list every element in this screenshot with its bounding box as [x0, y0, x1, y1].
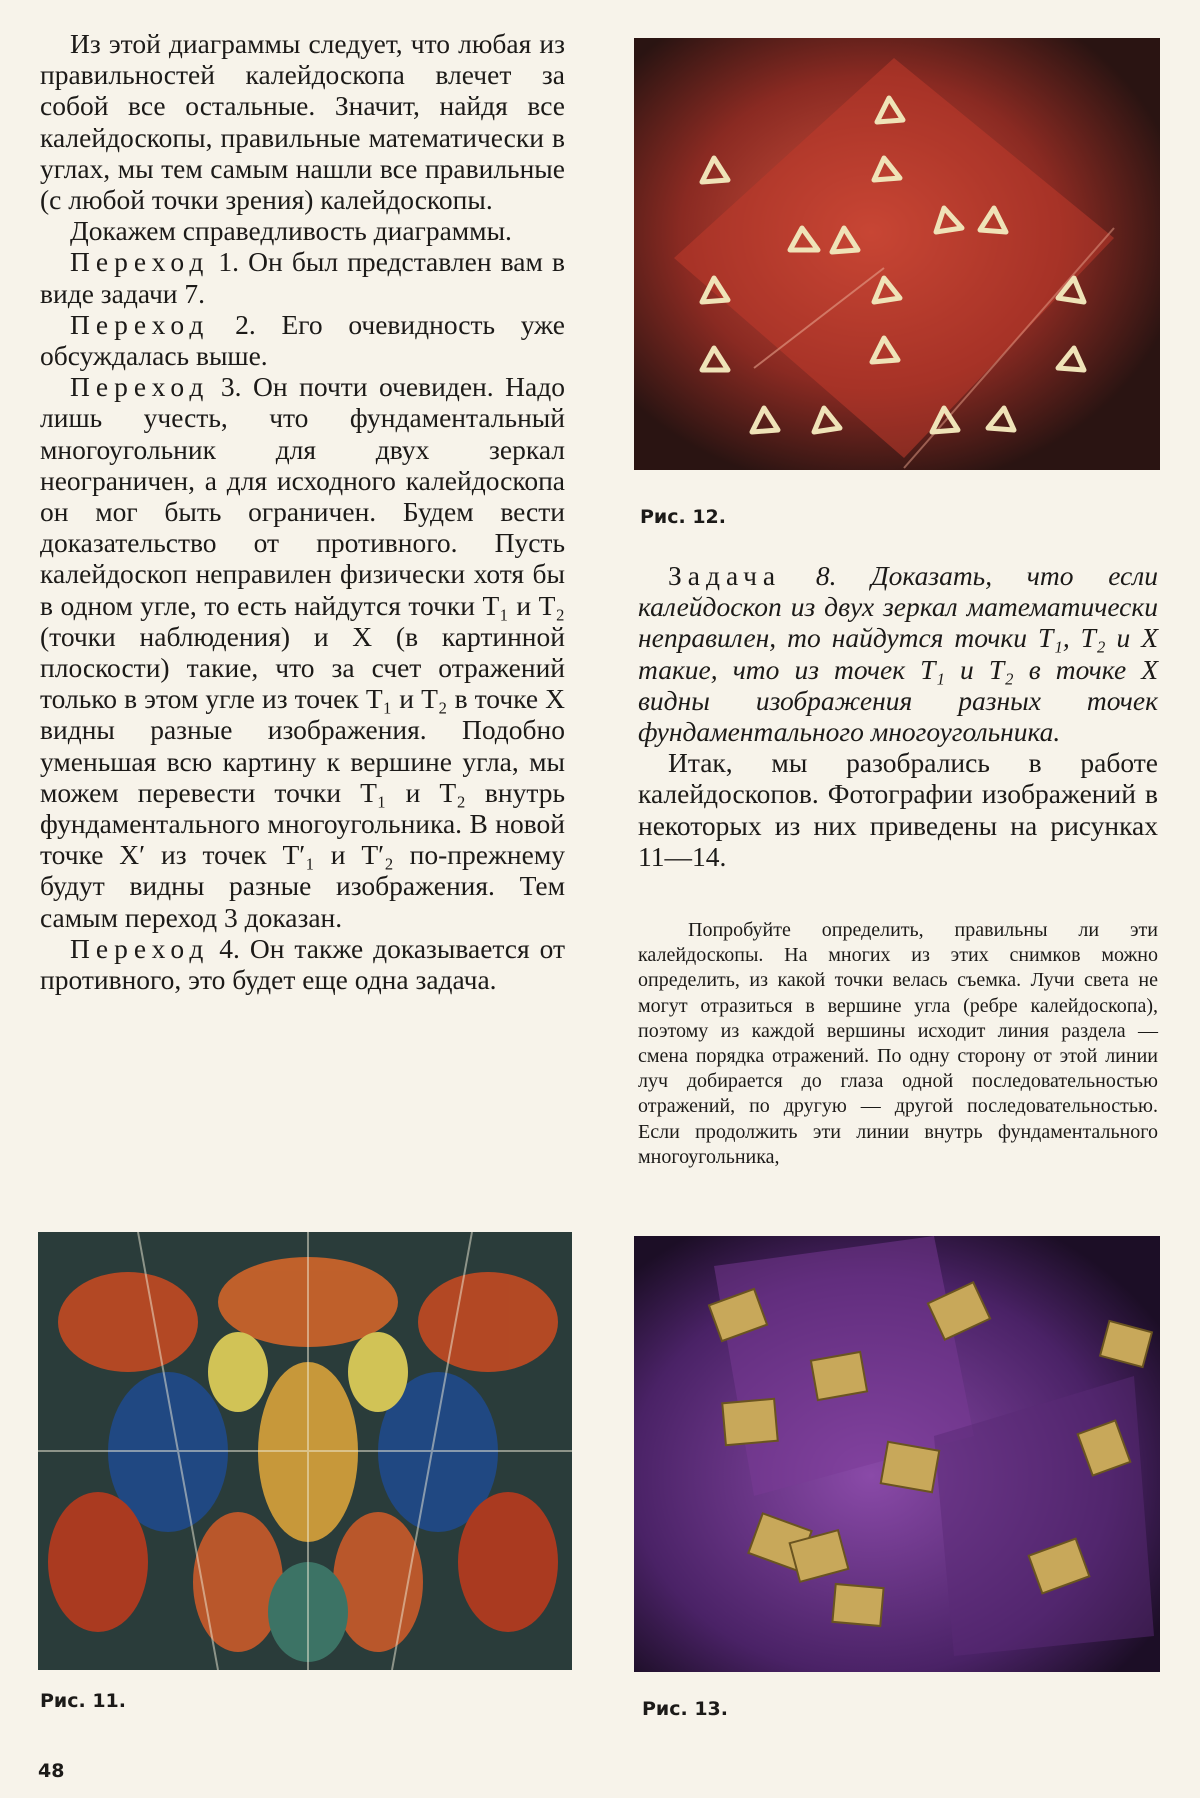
paragraph-transition-3	[40, 371, 565, 933]
paragraph-summary: Итак, мы разобрались в работе калейдоскопов. Фотографии изображений в некоторых из них приведены на рисунках 11—14.	[638, 747, 1158, 872]
left-column	[40, 28, 565, 995]
transition-3-label: Переход	[70, 371, 210, 403]
figure-13-photo	[634, 1236, 1160, 1672]
transition-2-label: Переход	[70, 308, 210, 340]
paragraph-prove: Докажем справедливость диаграммы.	[70, 215, 512, 247]
figure-12-photo	[634, 38, 1160, 470]
transition-1-label: Переход	[70, 246, 210, 278]
transition-4-text: 4. Он также доказывается от противного, это будет еще одна задача.	[40, 932, 565, 996]
right-column	[638, 560, 1158, 872]
paragraph-transition-1	[40, 246, 565, 308]
figure-11-photo	[38, 1232, 572, 1670]
figure-12-caption: Рис. 12.	[640, 506, 726, 528]
transition-3-text: 3. Он почти очевиден. Надо лишь учесть, что фундаментальный многоугольник для двух зеркал неограничен, а для исходного калейдоскопа он мог быть ограничен. Будем вести доказательство от противного. Пусть калейдоскоп неправилен физически хотя бы в одном угле, то есть найдутся точки T₁ и T₂ (точки наблюдения) и X (в картинной плоскости) такие, что за счет отражений только в этом угле из точек T₁ и T₂ в точке X видны разные изображения. Подобно уменьшая всю картину к вершине угла, мы можем перевести точки T₁ и T₂ внутрь фундаментального многоугольника. В новой точке X′ из точек T′₁ и T′₂ по-прежнему будут видны разные изображения. Тем самым переход 3 доказан.	[40, 371, 565, 933]
figure-13-caption: Рис. 13.	[642, 1698, 728, 1720]
paragraph-diagram: Из этой диаграммы следует, что любая из правильностей калейдоскопа влечет за собой все остальные. Значит, найдя все калейдоскопы, правильные математически в углах, мы тем самым нашли все правильные (с любой точки зрения) калейдоскопы.	[40, 28, 565, 216]
task-8-label: Задача	[668, 560, 782, 591]
figure-11-caption: Рис. 11.	[40, 1690, 126, 1712]
page-number: 48	[38, 1760, 65, 1782]
paragraph-transition-2	[40, 309, 565, 371]
figure-caption-text: Попробуйте определить, правильны ли эти калейдоскопы. На многих из этих снимков можно определить, из какой точки велась съемка. Лучи света не могут отразиться в вершине угла (ребре калейдоскопа), поэтому из каждой вершины исходит линия раздела — смена порядка отражений. По одну сторону от этой линии луч добирается до глаза одной последовательностью отражений, по другую — другой последовательностью. Если продолжить эти линии внутрь фундаментального многоугольника,	[638, 919, 1158, 1168]
task-8	[638, 560, 1158, 747]
paragraph-transition-4	[40, 933, 565, 995]
transition-1-text: 1. Он был представлен вам в виде задачи 7.	[40, 246, 565, 309]
transition-2-text: 2. Его очевидность уже обсуждалась выше.	[40, 308, 565, 372]
transition-4-label: Переход	[70, 932, 210, 964]
task-8-text: 8. Доказать, что если калейдоскоп из двух зеркал математически неправилен, то найдутся точки T₁, T₂ и X такие, что из точек T₁ и T₂ в точке X видны изображения разных точек фундаментального многоугольника.	[638, 560, 1158, 748]
